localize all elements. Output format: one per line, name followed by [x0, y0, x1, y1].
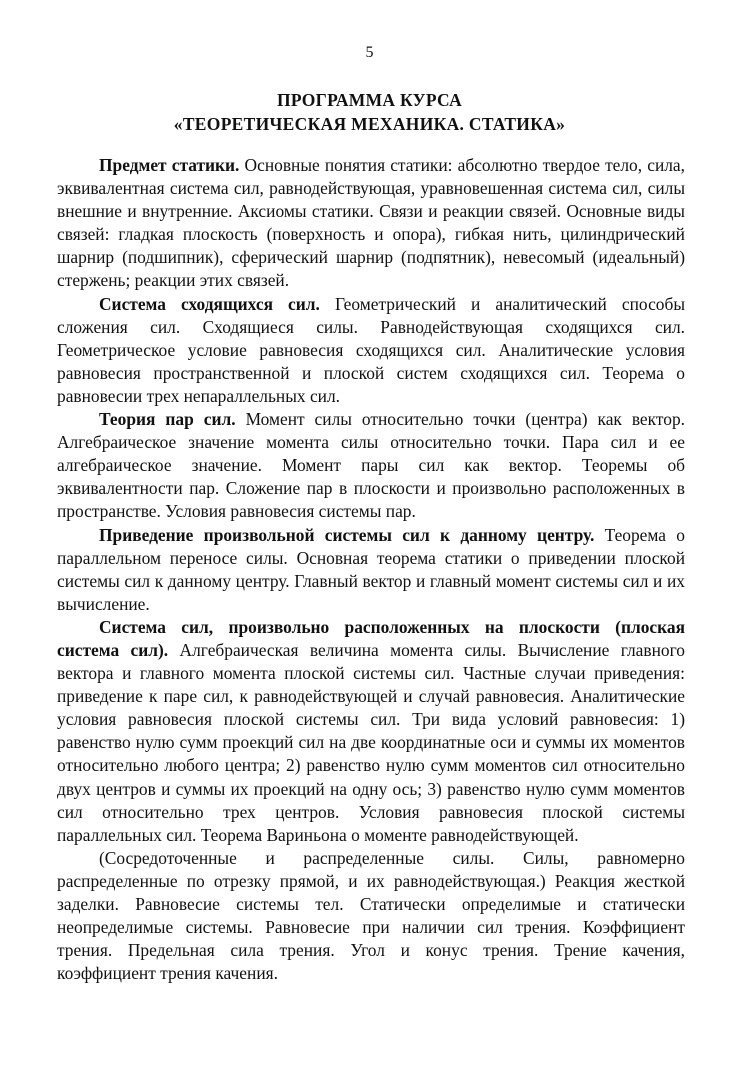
paragraph-subject-of-statics	[57, 154, 685, 293]
paragraph-concurrent-forces	[57, 293, 685, 408]
paragraph-planar-force-system	[57, 616, 685, 847]
paragraph-text: Теорема о параллельном переносе силы. Основная теорема статики о приведении плоской системы сил к данному центру. Главный вектор и главный момент системы сил и их вычисление.	[57, 524, 685, 614]
paragraph-distributed-forces-friction	[57, 847, 685, 986]
paragraph-text: Алгебраическая величина момента силы. Вычисление главного вектора и главного момента плоской системы сил. Частные случаи приведения: приведение к паре сил, к равнодействующей и случай равновесия. Аналитические условия равновесия плоской системы сил. Три вида условий равновесия: 1) равенство нулю сумм проекций сил на две координатные оси и суммы их моментов относительно любого центра; 2) равенство нулю сумм моментов сил относительно двух центров и суммы их проекций на одну ось; 3) равенство нулю сумм моментов сил относительно трех центров. Условия равновесия плоской системы параллельных сил. Теорема Вариньона о моменте равнодействующей.	[57, 639, 686, 845]
paragraph-text: Основные понятия статики: абсолютно твердое тело, сила, эквивалентная система сил, равнодействующая, уравновешенная система сил, силы внешние и внутренние. Аксиомы статики. Связи и реакции связей. Основные виды связей: гладкая плоскость (поверхность и опора), гибкая нить, цилиндрический шарнир (подшипник), сферический шарнир (подпятник), невесомый (идеальный) стержень; реакции этих связей.	[57, 155, 686, 291]
document-body	[57, 154, 685, 985]
paragraph-text: (Сосредоточенные и распределенные силы. Силы, равномерно распределенные по отрезку прямой, и их равнодействующая.) Реакция жесткой заделки. Равновесие системы тел. Статически определимые и статически неопределимые системы. Равновесие при наличии сил трения. Коэффициент трения. Предельная сила трения. Угол и конус трения. Трение качения, коэффициент трения качения.	[57, 847, 685, 984]
paragraph-text: Геометрический и аналитический способы сложения сил. Сходящиеся силы. Равнодействующая сходящихся сил. Геометрическое условие равновесия сходящихся сил. Аналитические условия равновесия пространственной и плоской систем сходящихся сил. Теорема о равновесии трех непараллельных сил.	[57, 293, 686, 406]
paragraph-heading: Теория пар сил.	[99, 409, 236, 430]
title-line-1: ПРОГРАММА КУРСА	[276, 90, 463, 110]
paragraph-force-couples	[57, 408, 685, 523]
paragraph-text: Момент силы относительно точки (центра) как вектор. Алгебраическое значение момента силы относительно точки. Пара сил и ее алгебраическое значение. Момент пары сил как вектор. Теоремы об эквивалентности пар. Сложение пар в плоскости и произвольно расположенных в пространстве. Условия равновесия системы пар.	[57, 409, 685, 522]
paragraph-heading: Приведение произвольной системы сил к данному центру.	[99, 524, 595, 545]
page-title	[0, 88, 739, 136]
paragraph-heading: Предмет статики.	[99, 155, 240, 175]
paragraph-reduction-to-center	[57, 524, 685, 616]
paragraph-heading: Система сил, произвольно расположенных на плоскости (плоская система сил).	[57, 616, 685, 660]
title-line-2: «ТЕОРЕТИЧЕСКАЯ МЕХАНИКА. СТАТИКА»	[173, 114, 566, 134]
paragraph-heading: Система сходящихся сил.	[99, 293, 320, 314]
page-number: 5	[365, 44, 374, 61]
